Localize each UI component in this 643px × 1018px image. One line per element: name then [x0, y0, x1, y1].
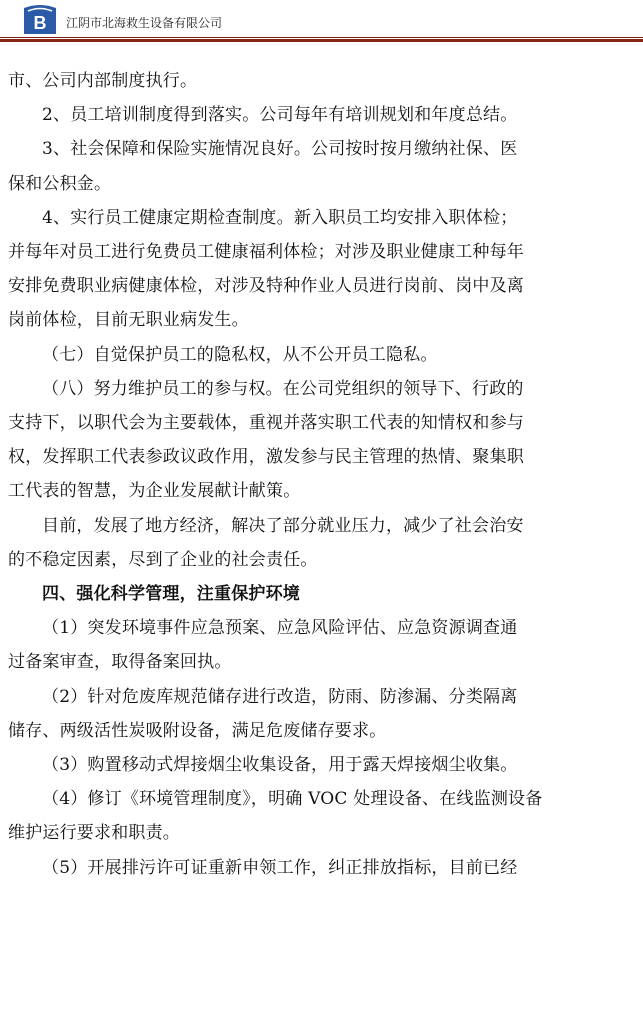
- document-body: [8, 64, 608, 885]
- text-line: 2、员工培训制度得到落实。公司每年有培训规划和年度总结。: [42, 105, 518, 126]
- section-heading: 四、强化科学管理，注重保护环境: [42, 584, 300, 605]
- company-name: 江阴市北海救生设备有限公司: [66, 16, 223, 30]
- header-divider-thick: [0, 39, 643, 42]
- text-line: （2）针对危废库规范储存进行改造，防雨、防渗漏、分类隔离: [42, 686, 518, 707]
- text-line: 支持下，以职代会为主要载体，重视并落实职工代表的知情权和参与: [8, 413, 524, 434]
- text-line: 市、公司内部制度执行。: [8, 71, 198, 91]
- text-line: 过备案审查，取得备案回执。: [8, 652, 232, 673]
- text-line: （1）突发环境事件应急预案、应急风险评估、应急资源调查通: [42, 618, 518, 639]
- text-line: （5）开展排污许可证重新申领工作，纠正排放指标，目前已经: [42, 857, 518, 878]
- text-line: 权，发挥职工代表参政议政作用，激发参与民主管理的热情、聚集职: [8, 447, 524, 468]
- text-line: （4）修订《环境管理制度》，明确 VOC 处理设备、在线监测设备: [42, 789, 543, 810]
- text-line: 安排免费职业病健康体检，对涉及特种作业人员进行岗前、岗中及离: [8, 276, 524, 297]
- text-line: 并每年对员工进行免费员工健康福利体检；对涉及职业健康工种每年: [8, 242, 524, 263]
- text-line: （七）自觉保护员工的隐私权，从不公开员工隐私。: [42, 344, 438, 365]
- text-line: 维护运行要求和职责。: [8, 823, 180, 844]
- text-line: 储存、两级活性炭吸附设备，满足危废储存要求。: [8, 720, 387, 741]
- header-divider-thin: [0, 37, 643, 38]
- text-line: 岗前体检，目前无职业病发生。: [8, 310, 249, 331]
- svg-text:B: B: [33, 13, 47, 33]
- text-line: 的不稳定因素，尽到了企业的社会责任。: [8, 549, 318, 570]
- text-line: 4、实行员工健康定期检查制度。新入职员工均安排入职体检；: [42, 207, 518, 228]
- company-logo-icon: [22, 2, 58, 36]
- text-line: （八）努力维护员工的参与权。在公司党组织的领导下、行政的: [42, 378, 524, 399]
- text-line: 目前，发展了地方经济，解决了部分就业压力，减少了社会治安: [42, 515, 524, 536]
- text-line: 3、社会保障和保险实施情况良好。公司按时按月缴纳社保、医: [42, 139, 518, 160]
- text-line: 保和公积金。: [8, 173, 112, 194]
- page-header: [0, 0, 643, 44]
- text-line: 工代表的智慧，为企业发展献计献策。: [8, 481, 301, 502]
- text-line: （3）购置移动式焊接烟尘收集设备，用于露天焊接烟尘收集。: [42, 755, 518, 776]
